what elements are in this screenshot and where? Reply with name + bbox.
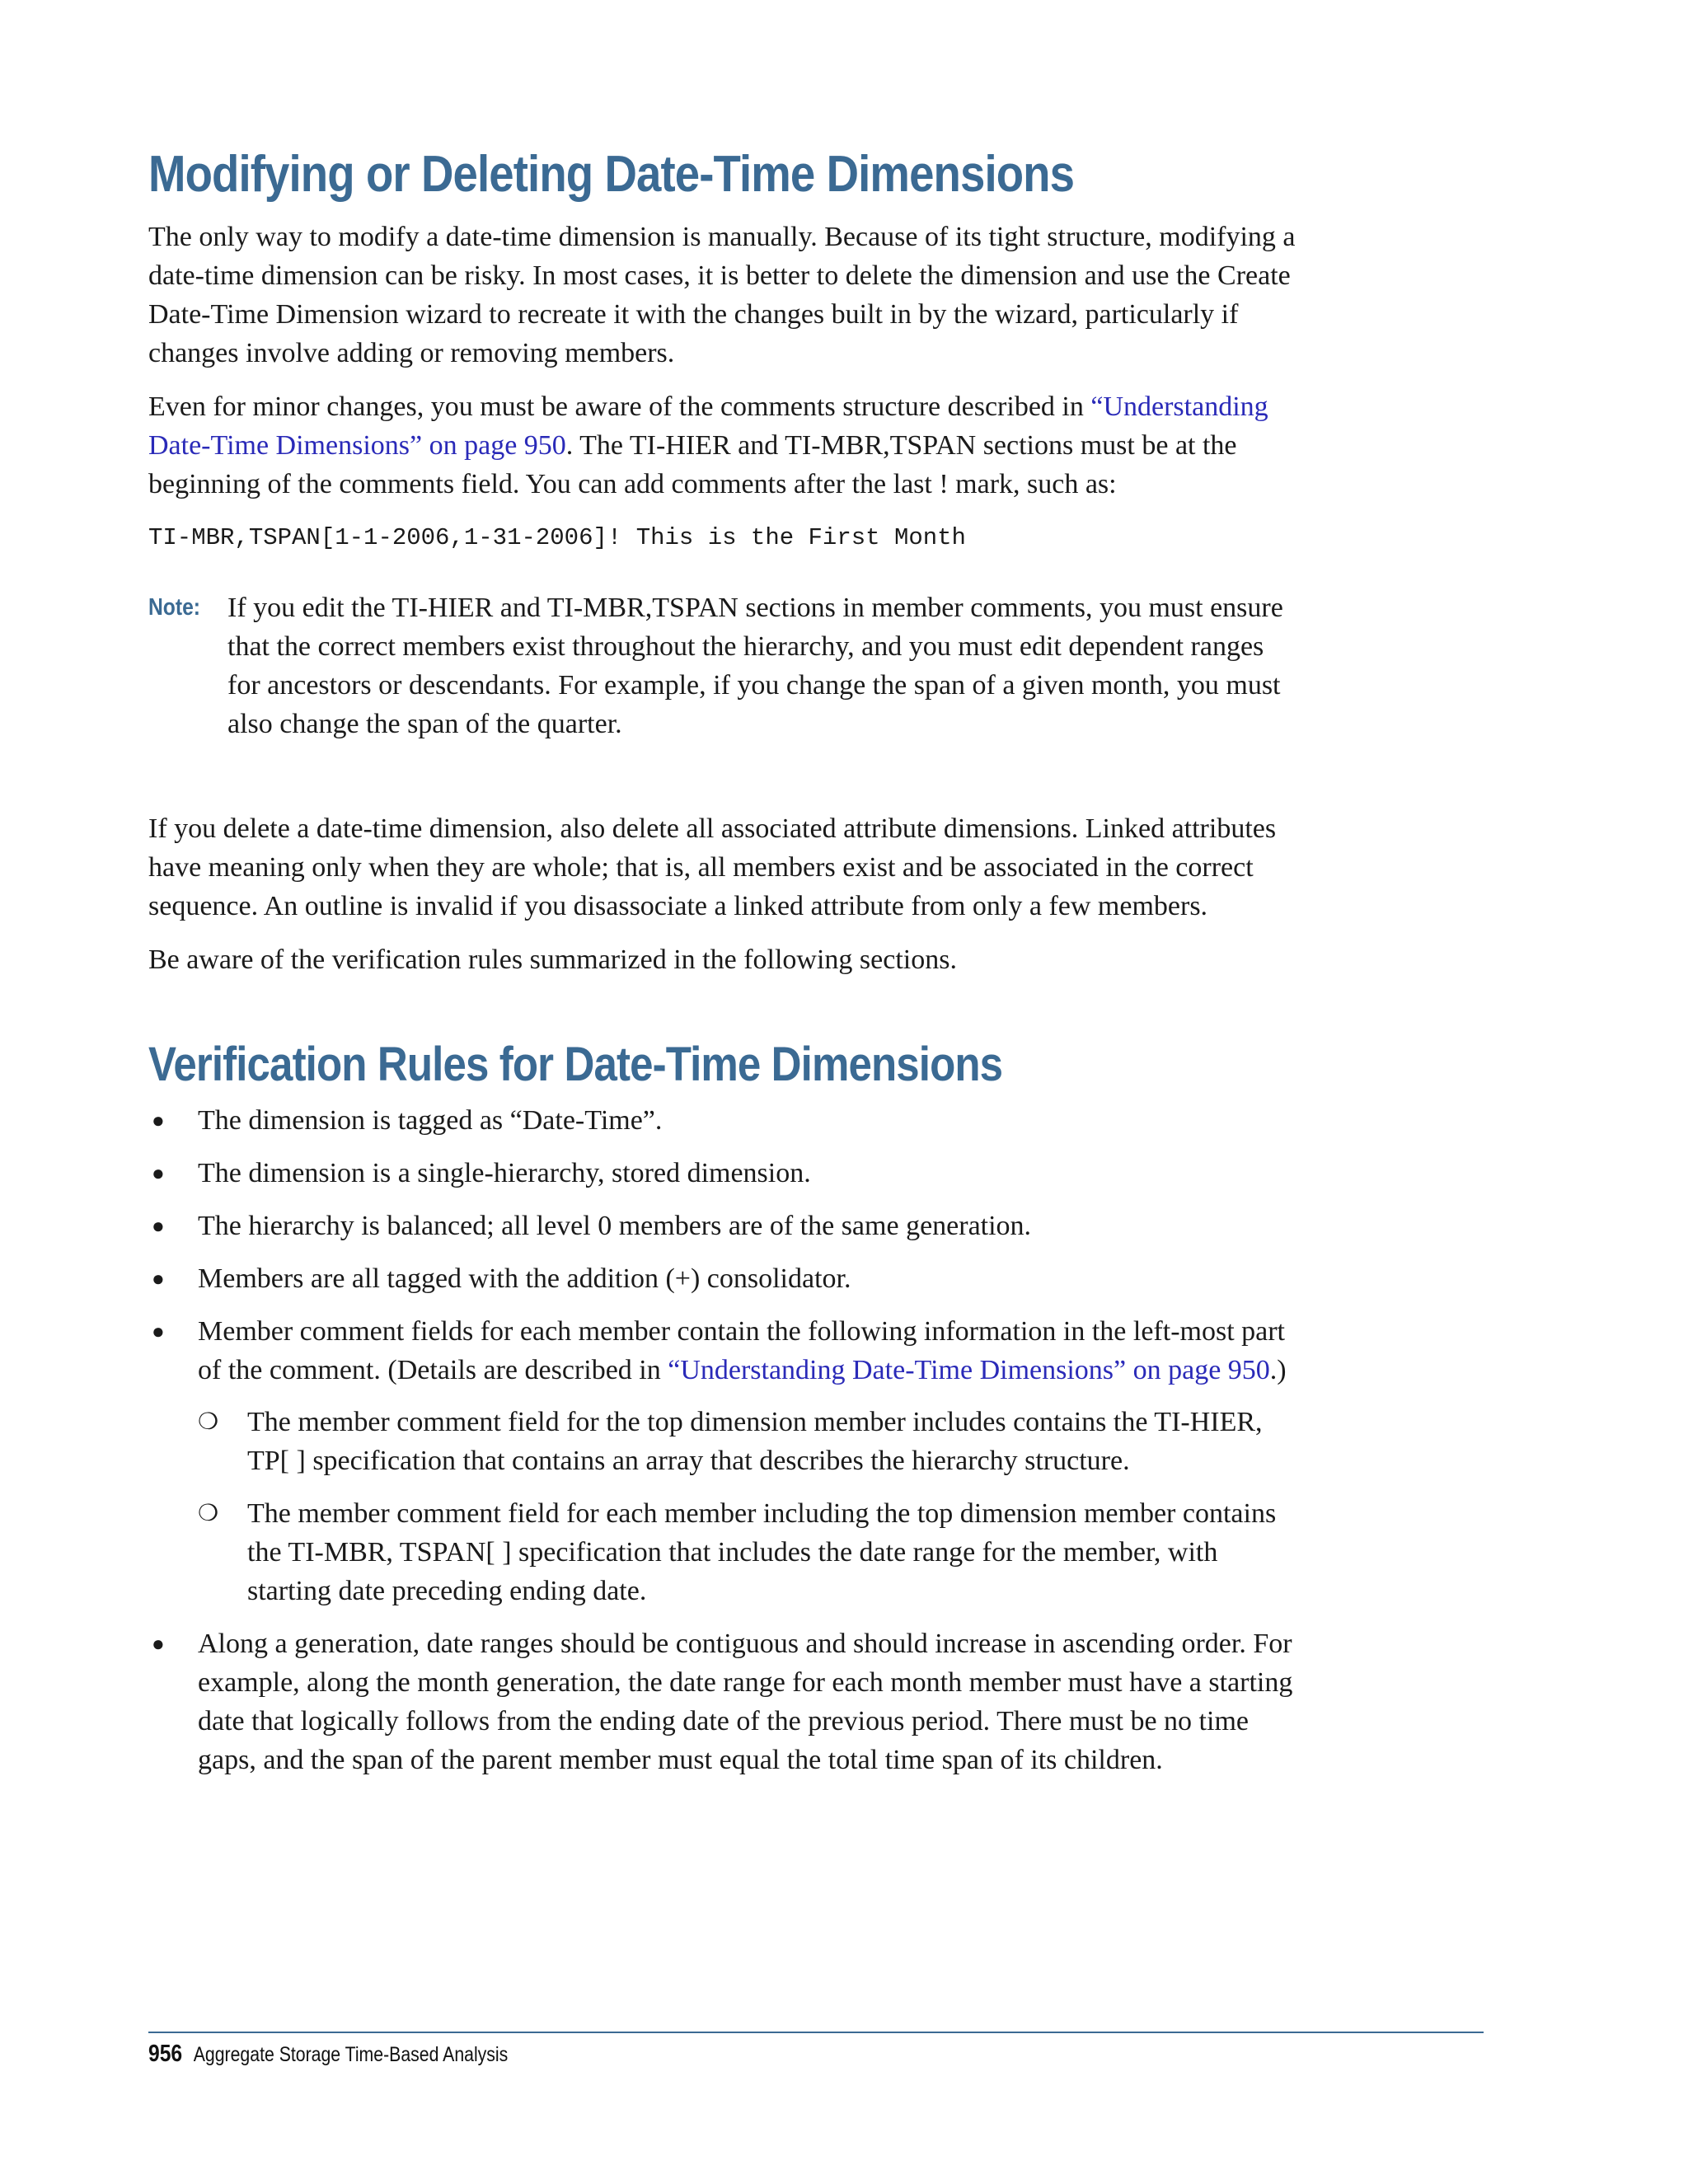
note-text: If you edit the TI-HIER and TI-MBR,TSPAN sections in member comments, you must ensure that the correct members exist throughout the hierarchy, and you must edit dependent ranges for ancestors or descendants. For example, if you change the span of a given month, you must also change the span of the quarter. (227, 593, 1283, 739)
list-item (148, 1312, 1302, 1610)
paragraph-text: Even for minor changes, you must be aware of the comments structure described in (148, 391, 1091, 422)
sub-list-item (198, 1494, 1302, 1610)
list-item-text: The dimension is a single-hierarchy, stored dimension. (198, 1158, 811, 1188)
sub-bullet-icon: ❍ (198, 1501, 219, 1526)
sub-list-item-text: The member comment field for the top dimension member includes contains the TI-HIER, TP[ ] specification that contains an array that describes the hierarchy structure. (247, 1407, 1263, 1476)
list-item-text: The hierarchy is balanced; all level 0 members are of the same generation. (198, 1211, 1032, 1241)
cross-reference-link[interactable]: “Understanding Date-Time Dimensions” on page 950 (668, 1355, 1270, 1385)
list-item-text: The dimension is tagged as “Date-Time”. (198, 1105, 663, 1136)
list-item (148, 1207, 1302, 1245)
list-item (148, 1154, 1302, 1193)
sub-bullet-icon: ❍ (198, 1409, 219, 1435)
list-item (148, 1101, 1302, 1140)
note-block (148, 588, 1302, 743)
note-label: Note: (148, 594, 200, 621)
section-title-modifying: Modifying or Deleting Date-Time Dimensions (148, 146, 1075, 203)
page-content (148, 142, 1302, 1793)
chapter-title: Aggregate Storage Time-Based Analysis (193, 2043, 509, 2066)
bullet-icon: ● (152, 1632, 165, 1656)
paragraph-verification-intro: Be aware of the verification rules summarized in the following sections. (148, 944, 957, 975)
bullet-icon: ● (152, 1214, 165, 1238)
footer-divider (148, 2032, 1484, 2033)
list-item (148, 1259, 1302, 1298)
paragraph-text: . The TI-HIER and TI-MBR,TSPAN sections must be at the beginning of the comments field. You can add comments after the last ! mark, such as: (148, 430, 1237, 499)
list-item-text: Member comment fields for each member contain the following information in the left-most part of the comment. (Details are described in (198, 1316, 1285, 1385)
page-footer (148, 2041, 508, 2068)
sub-list (198, 1403, 1302, 1610)
sub-list-item-text: The member comment field for each member including the top dimension member contains the TI-MBR, TSPAN[ ] specification that includes the date range for the member, with starting date preceding ending date. (247, 1498, 1277, 1606)
cross-reference-link[interactable]: “Understanding Date-Time Dimensions” on page 950 (148, 391, 1268, 461)
section-title-verification: Verification Rules for Date-Time Dimensions (148, 1038, 1003, 1091)
page-number: 956 (148, 2041, 183, 2067)
list-item-text: .) (1269, 1355, 1287, 1385)
paragraph-comments-structure (148, 387, 1302, 504)
bullet-icon: ● (152, 1161, 165, 1185)
paragraph-delete: If you delete a date-time dimension, also delete all associated attribute dimensions. Linked attributes have meaning only when they are whole; that is, all members exist and be associated in the correct sequence. An outline is invalid if you disassociate a linked attribute from only a few members. (148, 813, 1277, 921)
list-item-text: Members are all tagged with the addition (+) consolidator. (198, 1263, 851, 1294)
bullet-icon: ● (152, 1108, 165, 1132)
code-example: TI-MBR,TSPAN[1-1-2006,1-31-2006]! This is the First Month (148, 524, 966, 551)
list-item (148, 1624, 1302, 1779)
bullet-icon: ● (152, 1267, 165, 1291)
paragraph-intro: The only way to modify a date-time dimension is manually. Because of its tight structure, modifying a date-time dimension can be risky. In most cases, it is better to delete the dimension and use the Create Date-Time Dimension wizard to recreate it with the changes built in by the wizard, particularly if changes involve adding or removing members. (148, 222, 1296, 368)
list-item-text: Along a generation, date ranges should be contiguous and should increase in ascending order. For example, along the month generation, the date range for each month member must have a starting date that logically follows from the ending date of the previous period. There must be no time gaps, and the span of the parent member must equal the total time span of its children. (198, 1629, 1293, 1775)
sub-list-item (198, 1403, 1302, 1480)
verification-rules-list (148, 1101, 1302, 1779)
bullet-icon: ● (152, 1319, 165, 1343)
